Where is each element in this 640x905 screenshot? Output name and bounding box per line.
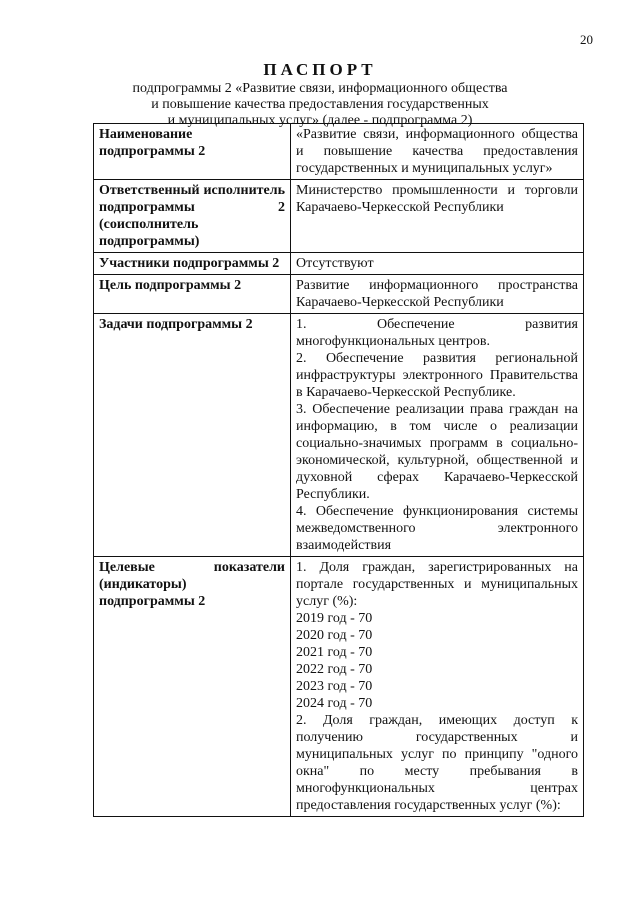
indicator-item: 2. Доля граждан, имеющих доступ к получению государственных и муниципальных услуг по принципу "одного окна" по месту пребывания в многофункциональных центрах предоставления государственных услуг (%): — [296, 713, 578, 813]
page-number: 20 — [580, 32, 593, 47]
table-row — [94, 275, 584, 314]
indicator-item: 1. Доля граждан, зарегистрированных на портале государственных и муниципальных услуг (%): — [296, 560, 578, 609]
row-label-tasks: Задачи подпрограммы 2 — [94, 314, 291, 557]
task-item: 1. Обеспечение развития многофункциональных центров. — [296, 317, 578, 349]
row-value-tasks — [291, 314, 584, 557]
subtitle-line: подпрограммы 2 «Развитие связи, информационного общества — [132, 81, 508, 96]
document-subtitle — [60, 81, 580, 129]
row-value-name — [291, 124, 584, 180]
indicator-year: 2019 год - 70 — [296, 611, 373, 626]
indicator-year: 2024 год - 70 — [296, 696, 373, 711]
row-label-participants: Участники подпрограммы 2 — [94, 253, 291, 275]
indicator-year: 2022 год - 70 — [296, 662, 373, 677]
value-line: Министерство промышленности и торговли Карачаево-Черкесской Республики — [296, 183, 578, 215]
table-row — [94, 314, 584, 557]
table-row — [94, 124, 584, 180]
indicator-year: 2021 год - 70 — [296, 645, 373, 660]
table-row — [94, 180, 584, 253]
value-line: «Развитие связи, информационного общества и повышение качества предоставления государственных и муниципальных услуг» — [296, 127, 578, 176]
value-line: Отсутствуют — [296, 256, 374, 271]
row-value-participants — [291, 253, 584, 275]
row-label-goal: Цель подпрограммы 2 — [94, 275, 291, 314]
task-item: 2. Обеспечение развития региональной инфраструктуры электронного Правительства в Карачаево-Черкесской Республике. — [296, 351, 578, 400]
row-value-indicators — [291, 557, 584, 817]
table-row — [94, 557, 584, 817]
task-item: 3. Обеспечение реализации права граждан на информацию, в том числе о реализации социально-значимых программ в социально-экономической, культурной, общественной и духовной сферах Карачаево-Черкесской Республики. — [296, 402, 578, 502]
subtitle-line: и муниципальных услуг» (далее - подпрограмма 2) — [167, 113, 473, 128]
subtitle-line: и повышение качества предоставления государственных — [151, 97, 489, 112]
document-title: ПАСПОРТ — [263, 60, 377, 79]
passport-table — [93, 123, 584, 817]
row-label-indicators: Целевые показатели (индикаторы) подпрограммы 2 — [94, 557, 291, 817]
value-line: Развитие информационного пространства Карачаево-Черкесской Республики — [296, 278, 578, 310]
row-value-goal — [291, 275, 584, 314]
indicator-year: 2020 год - 70 — [296, 628, 373, 643]
indicator-year: 2023 год - 70 — [296, 679, 373, 694]
table-row — [94, 253, 584, 275]
passport-heading — [60, 60, 580, 129]
row-label-name: Наименование подпрограммы 2 — [94, 124, 291, 180]
row-label-executor: Ответственный исполнитель подпрограммы 2 (соисполнитель подпрограммы) — [94, 180, 291, 253]
task-item: 4. Обеспечение функционирования системы межведомственного электронного взаимодействия — [296, 504, 578, 553]
row-value-executor — [291, 180, 584, 253]
